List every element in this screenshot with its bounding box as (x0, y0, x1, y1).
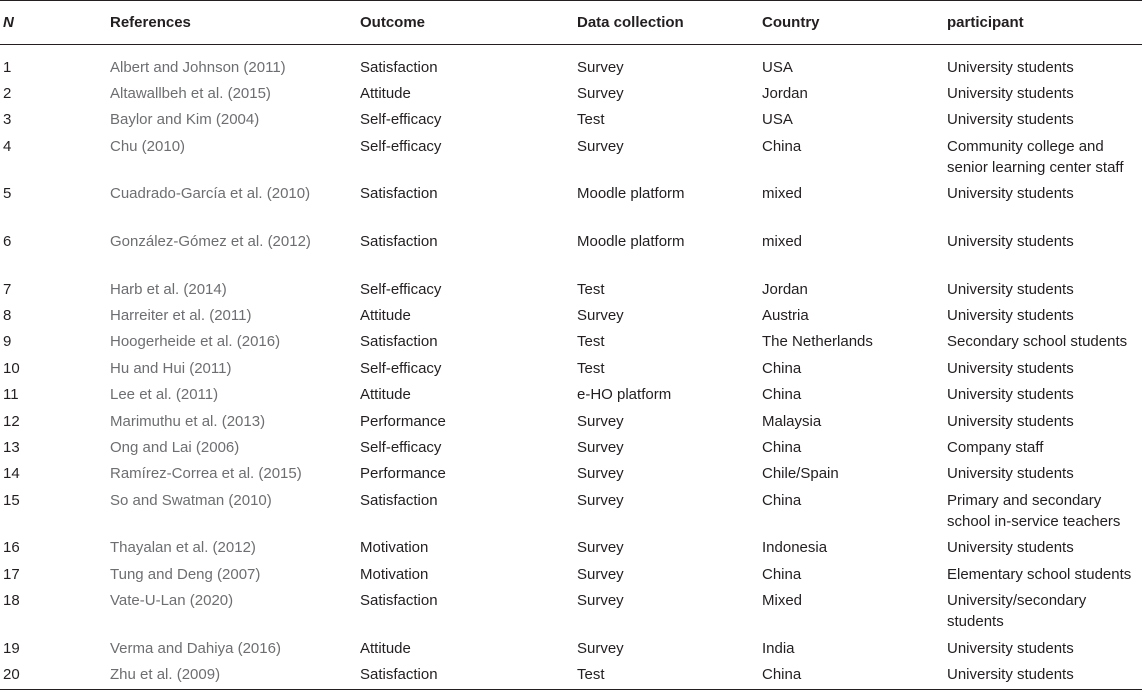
cell-reference: Cuadrado-García et al. (2010) (110, 185, 311, 203)
cell-data-collection: Survey (577, 306, 624, 324)
cell-country: China (762, 137, 802, 155)
cell-country: Chile/Spain (762, 465, 839, 483)
cell-country: The Netherlands (762, 333, 873, 351)
header-country: Country (762, 1, 947, 45)
header-participant: participant (947, 1, 1142, 45)
cell-country: China (762, 659, 947, 689)
cell-data-collection: Survey (577, 465, 624, 483)
cell-data-collection: e-HO platform (577, 386, 672, 404)
cell-outcome: Self-efficacy (360, 438, 442, 456)
cell-data-collection: Survey (577, 491, 624, 509)
cell-data-collection: Test (577, 333, 605, 351)
table-row (0, 633, 1142, 659)
cell-data-collection: Survey (577, 59, 624, 76)
cell-reference: Vate-U-Lan (2020) (110, 592, 234, 610)
cell-n: 9 (3, 333, 12, 351)
cell-country: China (762, 565, 802, 583)
header-outcome: Outcome (360, 1, 577, 45)
cell-reference: Ong and Lai (2006) (110, 438, 240, 456)
header-row (0, 1, 1142, 45)
cell-country: USA (762, 59, 793, 76)
cell-country: mixed (762, 232, 803, 250)
cell-reference: Zhu et al. (2009) (110, 659, 360, 689)
cell-outcome: Attitude (360, 386, 411, 404)
table-row (0, 326, 1142, 352)
cell-outcome: Motivation (360, 539, 429, 557)
cell-country: Jordan (762, 85, 808, 102)
table-row (0, 178, 1142, 226)
cell-participant: University students (947, 59, 1074, 76)
cell-reference: Verma and Dahiya (2016) (110, 639, 281, 657)
cell-n: 6 (3, 232, 12, 250)
cell-participant: University students (947, 539, 1074, 557)
table-row (0, 379, 1142, 405)
table-row (0, 659, 1142, 689)
cell-n: 12 (3, 412, 20, 430)
cell-outcome: Satisfaction (360, 232, 438, 250)
cell-n: 15 (3, 491, 20, 509)
cell-country: Jordan (762, 280, 808, 298)
cell-outcome: Satisfaction (360, 333, 438, 351)
cell-participant: Secondary school students (947, 333, 1128, 351)
table-row (0, 45, 1142, 79)
cell-n: 5 (3, 185, 12, 203)
cell-data-collection: Moodle platform (577, 232, 685, 250)
cell-n: 3 (3, 111, 12, 129)
cell-outcome: Satisfaction (360, 59, 438, 76)
cell-n: 20 (0, 659, 110, 689)
cell-data-collection: Survey (577, 438, 624, 456)
cell-reference: Ramírez-Correa et al. (2015) (110, 465, 302, 483)
cell-data-collection: Test (577, 359, 605, 377)
cell-data-collection: Survey (577, 85, 624, 102)
cell-data-collection: Test (577, 280, 605, 298)
cell-outcome: Attitude (360, 306, 411, 324)
table-row (0, 274, 1142, 300)
cell-outcome: Motivation (360, 565, 429, 583)
cell-n: 1 (3, 59, 12, 76)
cell-country: China (762, 386, 802, 404)
cell-outcome: Self-efficacy (360, 137, 442, 155)
cell-country: Austria (762, 306, 809, 324)
table-row (0, 78, 1142, 104)
table-header (0, 1, 1142, 45)
table-row (0, 104, 1142, 130)
cell-participant: University students (947, 85, 1074, 102)
table-row (0, 458, 1142, 484)
header-data-collection: Data collection (577, 1, 762, 45)
cell-reference: Hu and Hui (2011) (110, 359, 232, 377)
cell-reference: Marimuthu et al. (2013) (110, 412, 266, 430)
cell-reference: González-Gómez et al. (2012) (110, 232, 311, 250)
table-row (0, 432, 1142, 458)
cell-outcome: Performance (360, 465, 446, 483)
cell-data-collection: Survey (577, 592, 624, 610)
cell-reference: Tung and Deng (2007) (110, 565, 261, 583)
cell-n: 2 (3, 85, 12, 102)
cell-outcome: Satisfaction (360, 491, 438, 509)
cell-participant: University/secondary students (947, 592, 1087, 631)
cell-outcome: Self-efficacy (360, 359, 442, 377)
cell-participant: Company staff (947, 438, 1044, 456)
cell-country: Malaysia (762, 412, 822, 430)
cell-reference: Baylor and Kim (2004) (110, 111, 260, 129)
table-row (0, 406, 1142, 432)
table-row (0, 300, 1142, 326)
table-body (0, 45, 1142, 690)
cell-n: 4 (3, 137, 12, 155)
cell-participant: University students (947, 185, 1074, 203)
cell-participant: University students (947, 232, 1074, 250)
cell-reference: Harreiter et al. (2011) (110, 306, 252, 324)
table-row (0, 559, 1142, 585)
cell-country: Mixed (762, 592, 803, 610)
cell-reference: Chu (2010) (110, 137, 186, 155)
cell-country: mixed (762, 185, 803, 203)
cell-participant: University students (947, 412, 1074, 430)
cell-data-collection: Survey (577, 137, 624, 155)
cell-n: 19 (3, 639, 20, 657)
cell-reference: Hoogerheide et al. (2016) (110, 333, 281, 351)
table-row (0, 353, 1142, 379)
table-row (0, 131, 1142, 179)
header-references: References (110, 1, 360, 45)
cell-n: 17 (3, 565, 20, 583)
cell-participant: University students (947, 280, 1074, 298)
cell-reference: Harb et al. (2014) (110, 280, 227, 298)
cell-reference: Altawallbeh et al. (2015) (110, 85, 271, 102)
table-row (0, 226, 1142, 274)
cell-n: 16 (3, 539, 20, 557)
table-row (0, 532, 1142, 558)
cell-participant: University students (947, 639, 1074, 657)
cell-participant: University students (947, 465, 1074, 483)
cell-n: 7 (3, 280, 12, 298)
cell-outcome: Attitude (360, 85, 411, 102)
cell-outcome: Attitude (360, 639, 411, 657)
cell-reference: Albert and Johnson (2011) (110, 59, 286, 76)
cell-outcome: Satisfaction (360, 659, 577, 689)
cell-data-collection: Survey (577, 412, 624, 430)
cell-participant: University students (947, 659, 1142, 689)
cell-participant: Primary and secondary school in-service teachers (947, 491, 1121, 530)
cell-country: China (762, 359, 802, 377)
cell-country: Indonesia (762, 539, 828, 557)
cell-outcome: Performance (360, 412, 446, 430)
cell-data-collection: Survey (577, 565, 624, 583)
cell-participant: University students (947, 386, 1074, 404)
cell-outcome: Satisfaction (360, 592, 438, 610)
cell-participant: University students (947, 359, 1074, 377)
cell-n: 18 (3, 592, 20, 610)
cell-country: USA (762, 111, 793, 129)
table-row (0, 585, 1142, 633)
cell-country: China (762, 491, 802, 509)
table-row (0, 485, 1142, 533)
cell-participant: University students (947, 111, 1074, 129)
cell-data-collection: Moodle platform (577, 185, 685, 203)
cell-participant: Elementary school students (947, 565, 1132, 583)
cell-data-collection: Test (577, 111, 605, 129)
cell-n: 14 (3, 465, 20, 483)
cell-n: 10 (3, 359, 20, 377)
cell-participant: University students (947, 306, 1074, 324)
cell-outcome: Satisfaction (360, 185, 438, 203)
cell-reference: Thayalan et al. (2012) (110, 539, 256, 557)
header-n: N (0, 1, 110, 45)
cell-country: India (762, 639, 795, 657)
cell-n: 11 (3, 386, 19, 404)
cell-outcome: Self-efficacy (360, 280, 442, 298)
cell-data-collection: Test (577, 659, 762, 689)
cell-country: China (762, 438, 802, 456)
cell-n: 8 (3, 306, 12, 324)
cell-data-collection: Survey (577, 539, 624, 557)
cell-outcome: Self-efficacy (360, 111, 442, 129)
cell-participant: Community college and senior learning center staff (947, 137, 1124, 176)
cell-n: 13 (3, 438, 20, 456)
cell-data-collection: Survey (577, 639, 624, 657)
cell-reference: So and Swatman (2010) (110, 491, 272, 509)
cell-reference: Lee et al. (2011) (110, 386, 219, 404)
